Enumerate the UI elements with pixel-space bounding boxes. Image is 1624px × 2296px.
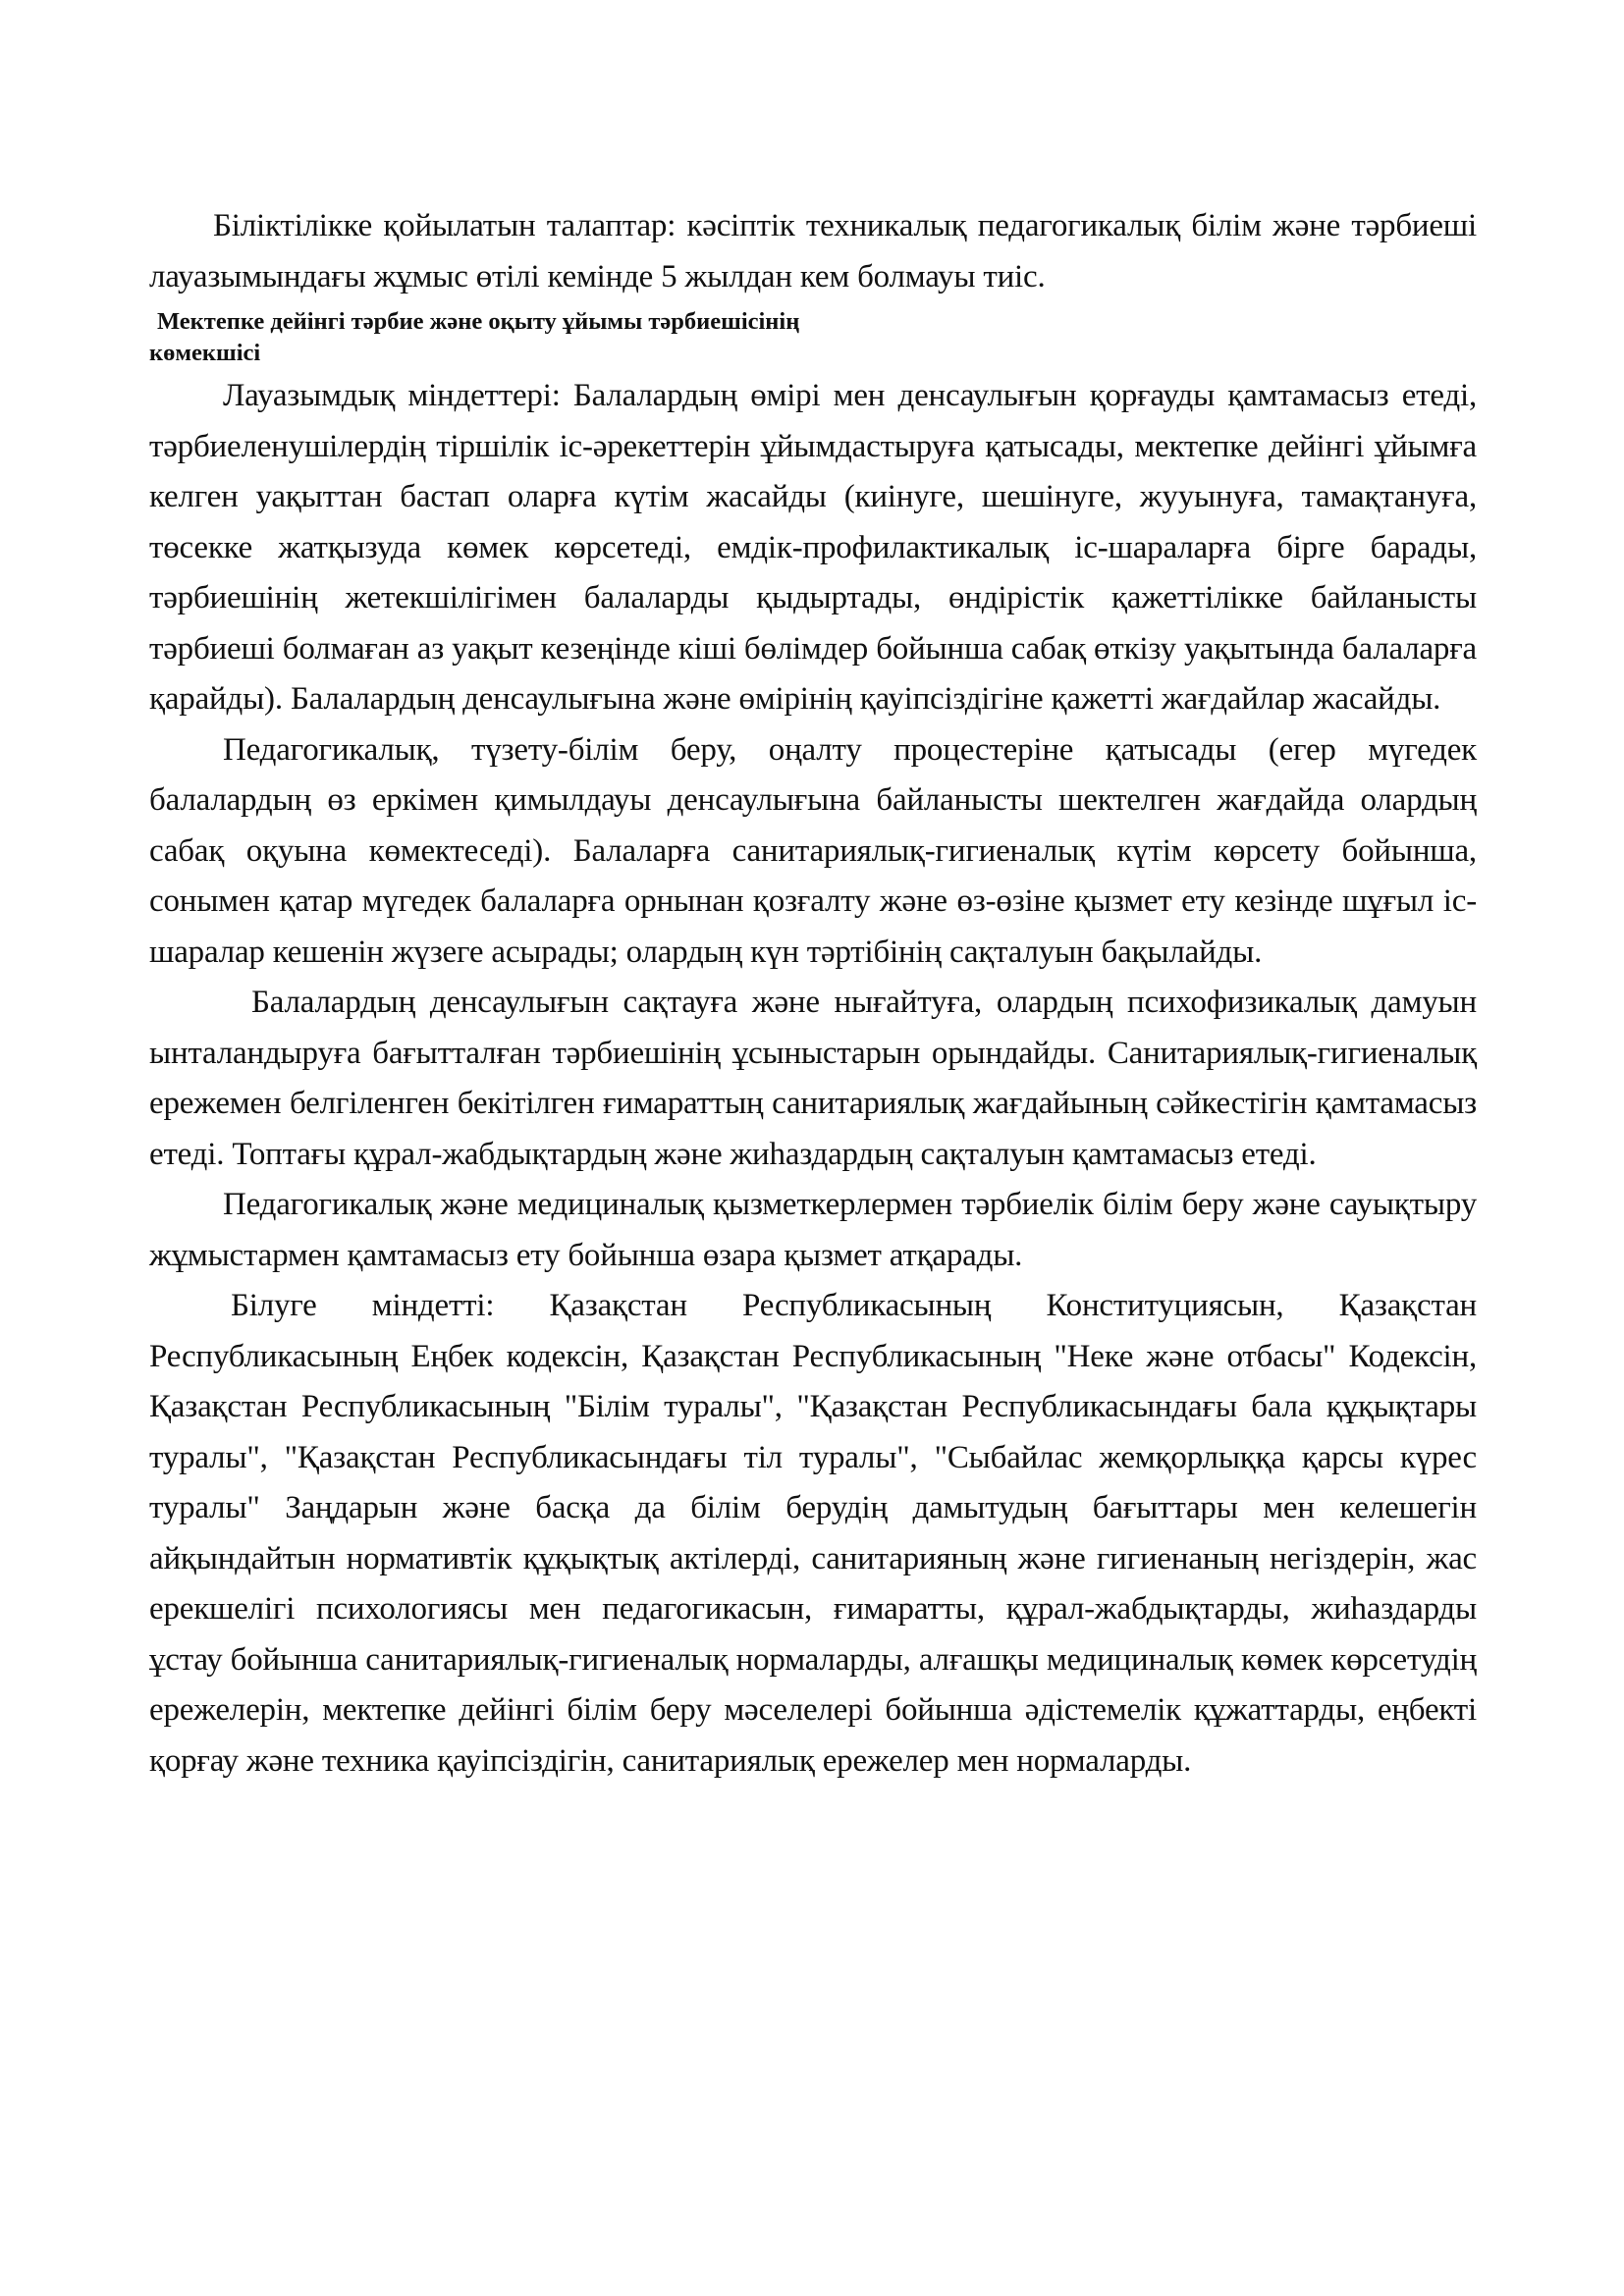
section-heading-line-1: Мектепке дейінгі тәрбие және оқыту ұйымы тәрбиешісінің [157,308,800,335]
section-heading-line-2: көмекшісі [149,340,261,366]
health-preservation-paragraph: Балалардың денсаулығын сақтауға және нығайтуға, олардың психофизикалық дамуын ынталандыруға бағытталған тәрбиешінің ұсыныстарын орындайды. Санитариялық-гигиеналық ережемен белгіленген бекітілген ғимараттың санитариялық жағдайының сәйкестігін қамтамасыз етеді. Топтағы құрал-жабдықтардың және жиһаздардың сақталуын қамтамасыз етеді. [149,985,1477,1172]
document-page [149,201,1477,1787]
pedagogical-participation-paragraph: Педагогикалық, түзету-білім беру, оңалту процестеріне қатысады (егер мүгедек балалардың өз еркімен қимылдауы денсаулығына байланысты шектелген жағдайда олардың сабақ оқуына көмектеседі). Балаларға санитариялық-гигиеналық күтім көрсету бойынша, сонымен қатар мүгедек балаларға орнынан қозғалту және өз-өзіне қызмет ету кезінде шұғыл іс-шаралар кешенін жүзеге асырады; олардың күн тәртібінің сақталуын бақылайды. [149,731,1477,970]
section-heading [149,306,1477,369]
job-duties-paragraph: Лауазымдық міндеттері: Балалардың өмірі мен денсаулығын қорғауды қамтамасыз етеді, тәрбиеленушілердің тіршілік іс-әрекеттерін ұйымдастыруға қатысады, мектепке дейінгі ұйымға келген уақыттан бастап оларға күтім жасайды (киінуге, шешінуге, жууынуға, тамақтануға, төсекке жатқызуда көмек көрсетеді, емдік-профилактикалық іс-шараларға бірге барады, тәрбиешінің жетекшілігімен балаларды қыдыртады, өндірістік қажеттілікке байланысты тәрбиеші болмаған аз уақыт кезеңінде кіші бөлімдер бойынша сабақ өткізу уақытында балаларға қарайды). Балалардың денсаулығына және өмірінің қауіпсіздігіне қажетті жағдайлар жасайды. [149,378,1477,717]
cooperation-paragraph: Педагогикалық және медициналық қызметкерлермен тәрбиелік білім беру және сауықтыру жұмыстармен қамтамасыз ету бойынша өзара қызмет атқарады. [149,1187,1477,1273]
must-know-paragraph: Білуге міндетті: Қазақстан Республикасының Конституциясын, Қазақстан Республикасының Еңбек кодексін, Қазақстан Республикасының "Неке және отбасы" Кодексін, Қазақстан Республикасының "Білім туралы", "Қазақстан Республикасындағы бала құқықтары туралы", "Қазақстан Республикасындағы тіл туралы", "Сыбайлас жемқорлыққа қарсы күрес туралы" Заңдарын және басқа да білім берудің дамытудың бағыттары мен келешегін айқындайтын нормативтік құқықтық актілерді, санитарияның және гигиенаның негіздерін, жас ерекшелігі психологиясы мен педагогикасын, ғимаратты, құрал-жабдықтарды, жиһаздарды ұстау бойынша санитариялық-гигиеналық нормаларды, алғашқы медициналық көмек көрсетудің ережелерін, мектепке дейінгі білім беру мәселелері бойынша әдістемелік құжаттарды, еңбекті қорғау және техника қауіпсіздігін, санитариялық ережелер мен нормаларды. [149,1288,1477,1779]
qualification-requirements-paragraph: Біліктілікке қойылатын талаптар: кәсіптік техникалық педагогикалық білім және тәрбиеші лауазымындағы жұмыс өтілі кемінде 5 жылдан кем болмауы тиіс. [149,208,1477,294]
